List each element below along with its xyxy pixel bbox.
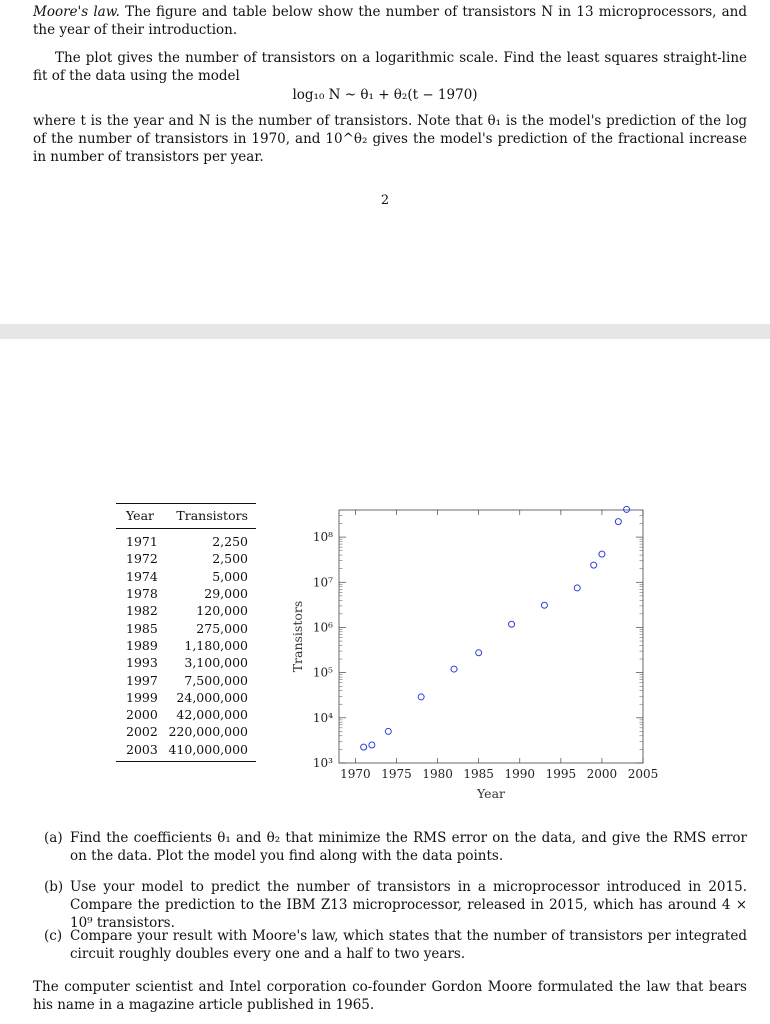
data-point [476, 650, 482, 656]
data-point [624, 506, 630, 512]
model-paragraph: The plot gives the number of transistors on a logarithmic scale. Find the least squares straight-line fit of the data using the model [33, 50, 747, 84]
data-point [418, 694, 424, 700]
table-cell-year: 1972 [126, 551, 158, 567]
table-cell-transistors: 220,000,000 [168, 724, 248, 740]
table-cell-transistors: 2,500 [212, 551, 248, 567]
table-cell-transistors: 120,000 [196, 603, 248, 619]
table-row [116, 689, 256, 706]
table-cell-year: 1978 [126, 586, 158, 602]
x-tick-label: 1975 [381, 767, 412, 781]
x-axis-label: Year [477, 786, 505, 801]
question-c-label: (c) [44, 928, 63, 944]
question-a [44, 829, 747, 865]
x-tick-label: 1990 [504, 767, 536, 781]
explanation-paragraph: where t is the year and N is the number of transistors. Note that θ₁ is the model's prediction of the log of the number of transistors in 1970, and 10^θ₂ gives the model's prediction of the fractional increase in number of transistors per year. [33, 113, 747, 165]
table-row [116, 602, 256, 619]
intro-paragraph [33, 3, 747, 39]
question-c [44, 927, 747, 963]
y-tick-label: 10⁸ [312, 530, 333, 545]
data-point [451, 666, 457, 672]
closing-paragraph: The computer scientist and Intel corporation co-founder Gordon Moore formulated the law that bears his name in a magazine article published in 1965. [33, 979, 747, 1013]
table-cell-year: 1982 [126, 603, 158, 619]
x-tick-label: 1985 [463, 767, 494, 781]
y-tick-label: 10⁵ [312, 665, 333, 680]
intro-text: The figure and table below show the number of transistors N in 13 microprocessors, and the year of their introduction. [33, 4, 748, 38]
question-b-label: (b) [44, 879, 64, 895]
table-cell-transistors: 42,000,000 [176, 707, 248, 723]
table-cell-transistors: 29,000 [204, 586, 248, 602]
table-cell-transistors: 275,000 [196, 620, 248, 636]
x-tick-label: 1980 [422, 767, 453, 781]
table-row [116, 741, 256, 758]
table-row [116, 619, 256, 636]
table-row [116, 654, 256, 671]
x-tick-label: 2000 [586, 767, 618, 781]
intro-title: Moore's law. [33, 4, 120, 20]
data-point [574, 585, 580, 591]
table-cell-transistors: 2,250 [212, 534, 248, 550]
data-point [369, 742, 375, 748]
table-body [116, 529, 256, 758]
table-cell-year: 1999 [126, 689, 158, 705]
table-cell-transistors: 24,000,000 [176, 689, 248, 705]
header-transistors: Transistors [176, 507, 248, 523]
table-cell-transistors: 7,500,000 [184, 672, 248, 688]
table-cell-year: 2002 [126, 724, 158, 740]
transistor-chart [286, 500, 666, 809]
y-tick-label: 10⁷ [312, 575, 333, 590]
data-point [361, 744, 367, 750]
y-tick-label: 10⁶ [312, 620, 333, 635]
table-cell-year: 1989 [126, 637, 158, 653]
chart-svg [286, 500, 666, 805]
model-equation: log₁₀ N ~ θ₁ + θ₂(t − 1970) [292, 87, 478, 103]
table-bottom-rule [116, 761, 256, 762]
table-row [116, 671, 256, 688]
table-cell-transistors: 410,000,000 [168, 741, 248, 757]
data-point [599, 551, 605, 557]
y-tick-label: 10³ [312, 756, 333, 770]
table-row [116, 723, 256, 740]
data-point [615, 519, 621, 525]
page-divider [0, 324, 770, 339]
question-b-text: Use your model to predict the number of transistors in a microprocessor introduced in 2015. Compare the prediction to the IBM Z13 microprocessor, released in 2015, which has around 4 × 10⁹ transistors. [70, 879, 747, 931]
table-row [116, 585, 256, 602]
table-cell-year: 1985 [126, 620, 158, 636]
question-b [44, 878, 747, 932]
table-cell-year: 1997 [126, 672, 158, 688]
y-axis-label: Transistors [290, 600, 305, 673]
data-point [541, 602, 547, 608]
table-cell-transistors: 1,180,000 [184, 637, 248, 653]
data-point [591, 562, 597, 568]
plot-frame [339, 510, 643, 763]
table-cell-year: 2003 [126, 741, 158, 757]
question-a-text: Find the coefficients θ₁ and θ₂ that minimize the RMS error on the data, and give the RMS error on the data. Plot the model you find along with the data points. [70, 830, 747, 864]
table-cell-year: 1971 [126, 534, 158, 550]
question-c-text: Compare your result with Moore's law, which states that the number of transistors per integrated circuit roughly doubles every one and a half to two years. [70, 928, 747, 962]
page-number: 2 [380, 193, 390, 208]
question-a-label: (a) [44, 830, 63, 846]
table-row [116, 550, 256, 567]
table-cell-transistors: 3,100,000 [184, 655, 248, 671]
transistor-table [116, 503, 256, 762]
table-cell-year: 1974 [126, 568, 158, 584]
y-tick-label: 10⁴ [312, 710, 333, 725]
table-cell-year: 1993 [126, 655, 158, 671]
x-tick-label: 1970 [340, 767, 371, 781]
table-cell-transistors: 5,000 [212, 568, 248, 584]
table-row [116, 706, 256, 723]
data-point [509, 621, 515, 627]
x-tick-label: 1995 [545, 767, 577, 781]
table-row [116, 568, 256, 585]
x-tick-label: 2005 [627, 767, 659, 781]
table-cell-year: 2000 [126, 707, 158, 723]
table-header [116, 504, 256, 526]
table-row [116, 533, 256, 550]
data-point [385, 728, 391, 734]
table-row [116, 637, 256, 654]
header-year: Year [126, 507, 154, 523]
